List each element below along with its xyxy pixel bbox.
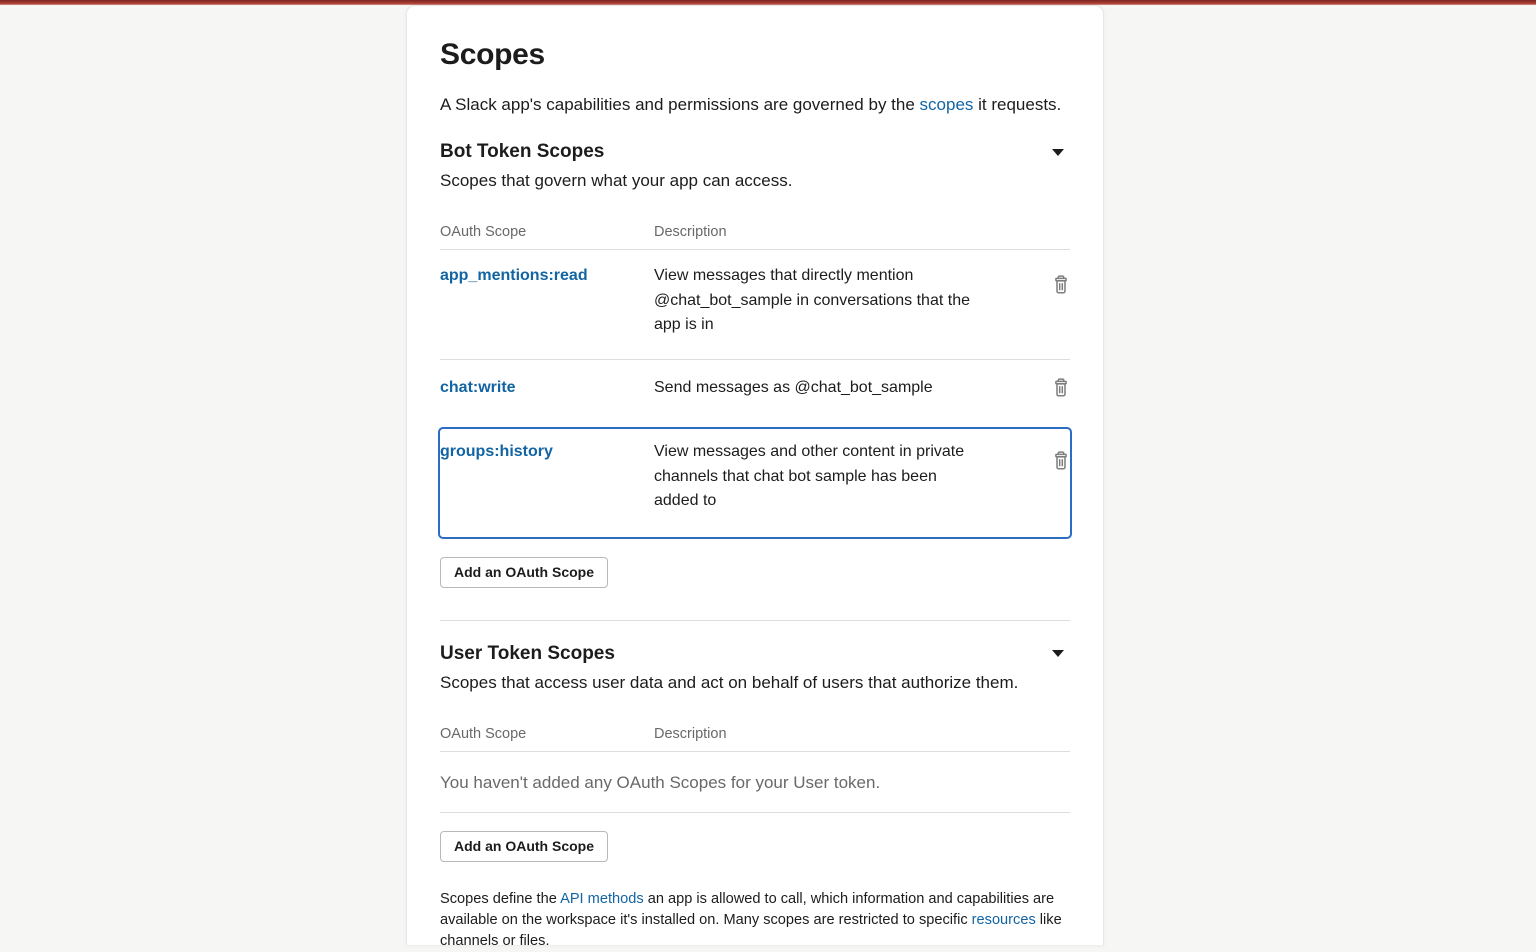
column-header-description: Description [654,224,727,240]
user-scopes-table-header [440,726,1070,752]
scope-description: Send messages as @chat_bot_sample [654,378,933,396]
column-header-oauth-scope: OAuth Scope [440,725,527,742]
footnote-text-2: an app is allowed to call, which information and capabilities are available on the workspace it's installed on. Many scopes are restricted to specific [440,890,1055,928]
user-token-scopes-title: User Token Scopes [440,642,615,664]
scopes-panel [406,5,1104,949]
table-row [440,360,1070,401]
add-oauth-scope-button-user[interactable]: Add an OAuth Scope [440,831,608,862]
collapse-chevron-down-icon[interactable] [1052,650,1064,657]
scope-link-chat-write[interactable]: chat:write [440,378,516,396]
delete-scope-button[interactable] [1052,451,1070,471]
scopes-doc-link[interactable]: scopes [919,95,974,114]
footnote-text-3: like channels or files. [440,911,1062,949]
table-row-highlighted [438,427,1072,539]
intro-text-before: A Slack app's capabilities and permissions are governed by the [440,95,920,114]
collapse-chevron-down-icon[interactable] [1052,149,1064,156]
delete-scope-button[interactable] [1052,378,1070,398]
scopes-footnote [440,889,1070,952]
bot-scopes-table-header [440,224,1070,250]
user-token-scopes-header [440,642,1070,666]
bot-token-scopes-subtitle: Scopes that govern what your app can access. [440,171,793,190]
scope-description: View messages that directly mention @chat_bot_sample in conversations that the app is in [654,267,970,333]
intro-text-after: it requests. [973,95,1062,114]
delete-scope-button[interactable] [1052,275,1070,295]
bot-token-scopes-header [440,140,1070,164]
scope-description: View messages and other content in private channels that chat bot sample has been added to [654,443,965,509]
resources-link[interactable]: resources [971,911,1036,928]
empty-state-message: You haven't added any OAuth Scopes for your User token. [440,752,1070,813]
scope-link-app-mentions-read[interactable]: app_mentions:read [440,267,588,284]
user-token-scopes-subtitle: Scopes that access user data and act on behalf of users that authorize them. [440,672,1019,692]
trash-icon [1052,275,1070,295]
add-oauth-scope-button-bot[interactable]: Add an OAuth Scope [440,557,608,588]
column-header-description: Description [654,725,727,742]
page-title: Scopes [440,38,545,71]
table-row [440,250,1070,360]
column-header-oauth-scope: OAuth Scope [440,224,527,240]
intro-text [440,93,1070,117]
section-divider [440,620,1070,621]
trash-icon [1052,378,1070,398]
footnote-text-1: Scopes define the [440,890,561,907]
scope-link-groups-history[interactable]: groups:history [440,443,553,460]
trash-icon [1052,451,1070,471]
bot-token-scopes-title: Bot Token Scopes [440,141,605,162]
api-methods-link[interactable]: API methods [560,890,644,907]
